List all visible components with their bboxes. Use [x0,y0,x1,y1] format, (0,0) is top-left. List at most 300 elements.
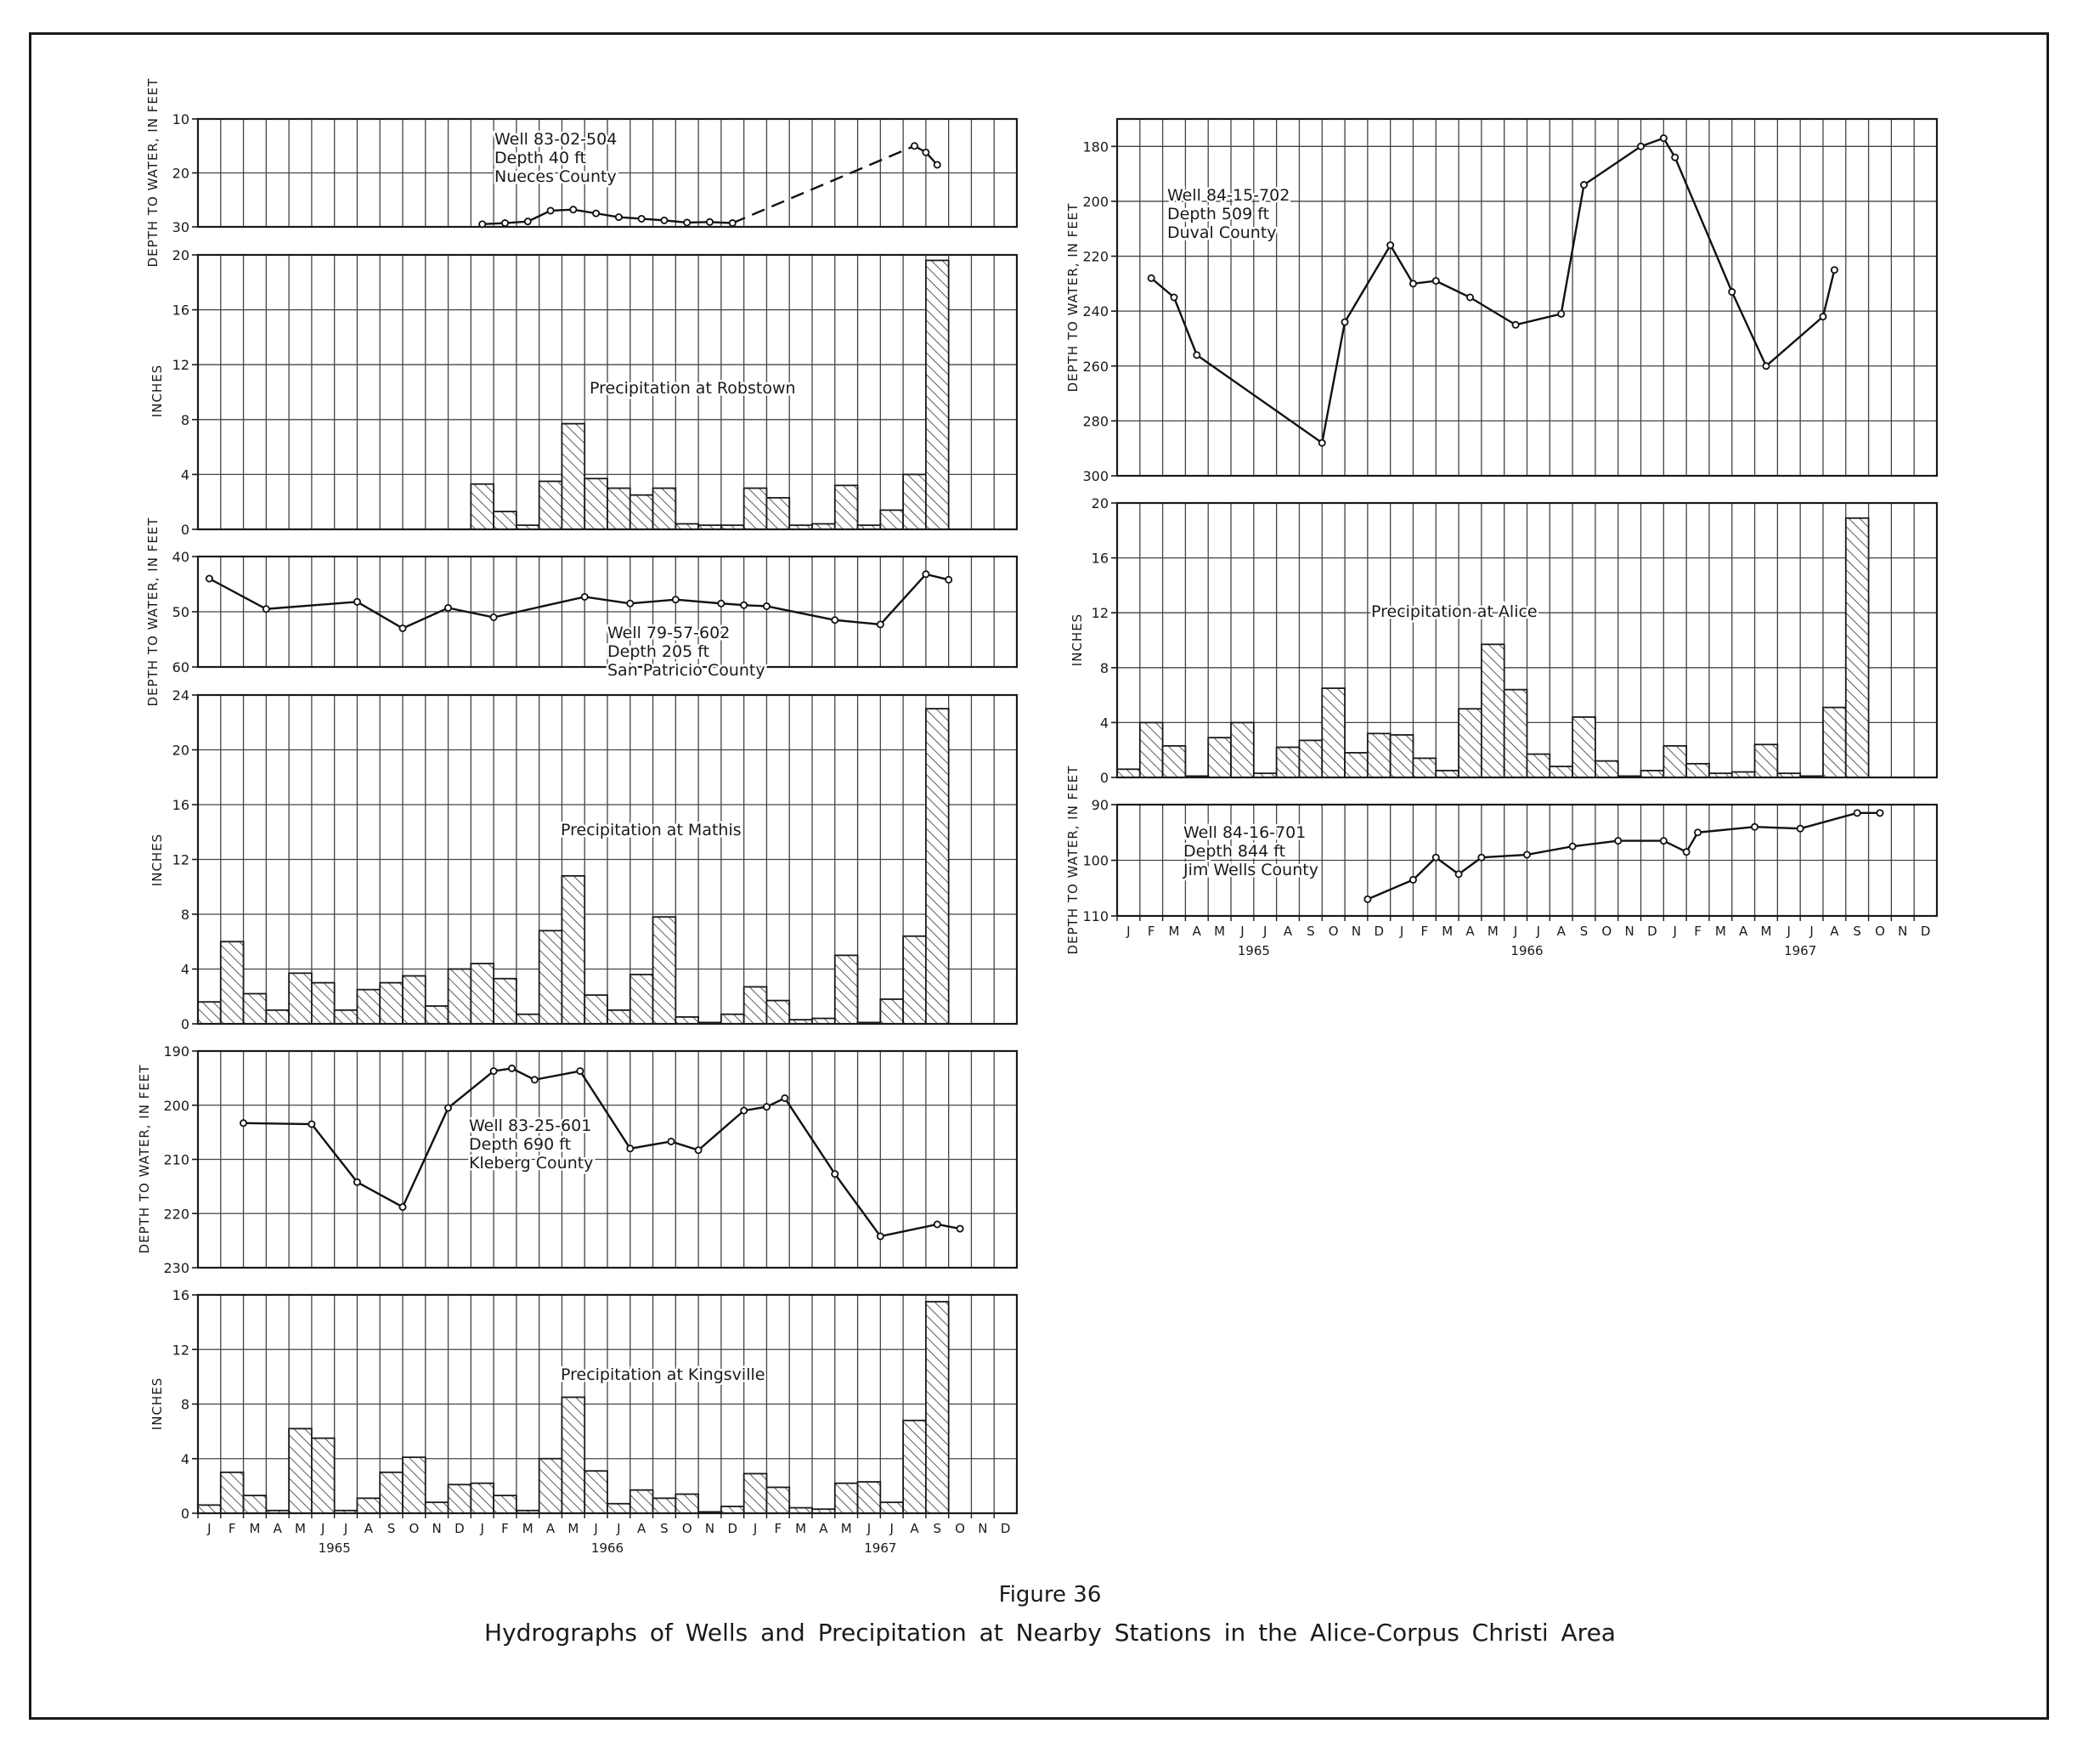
precip-bar [926,260,949,529]
measurement-point [1854,810,1860,816]
precip-bar [1345,753,1368,777]
measurement-point [639,216,645,222]
x-month-label: O [681,1521,692,1536]
y-tick-label: 190 [163,1043,189,1060]
measurement-point [354,1179,360,1185]
precip-bar [266,1010,289,1024]
x-month-label: D [1000,1521,1011,1536]
measurement-point [1433,278,1439,284]
measurement-point [764,1104,770,1110]
measurement-point [668,1139,674,1144]
y-tick-label: 30 [172,219,189,235]
precip-bar [607,1504,630,1513]
chart-right-3 [1065,766,1937,958]
precip-bar [380,983,403,1024]
precip-bar [289,973,312,1024]
y-tick-label: 230 [163,1260,189,1276]
well-annotation: Depth 844 ft [1183,842,1286,861]
precip-bar [471,964,494,1024]
x-month-label: A [1283,924,1293,939]
x-month-label: M [295,1521,306,1536]
precip-bar [471,1484,494,1513]
chart-panels [137,78,1937,1556]
precip-bar [426,1502,449,1513]
measurement-point [1638,144,1644,150]
x-year-label: 1966 [590,1540,624,1556]
precip-bar [289,1428,312,1513]
y-axis-label: DEPTH TO WATER, IN FEET [145,517,161,707]
precip-bar [584,1471,607,1513]
precip-bar [1846,518,1869,777]
precip-bar [221,941,244,1024]
measurement-point [1695,829,1701,835]
precip-bar [880,1502,903,1513]
x-month-label: N [1624,924,1634,939]
chart-left-1 [145,78,1017,268]
precip-bar [1277,747,1300,777]
precip-bar [312,983,335,1024]
x-month-label: M [1760,924,1772,939]
measurement-point [782,1095,788,1101]
measurement-point [1149,275,1154,281]
x-month-label: J [889,1521,894,1536]
measurement-point [1319,440,1325,446]
precip-bar [1117,769,1140,777]
precip-bar [449,1484,471,1513]
x-month-label: M [522,1521,533,1536]
precip-bar [880,510,903,529]
measurement-point [1387,242,1393,248]
y-tick-label: 16 [172,797,189,813]
measurement-point [1524,851,1530,857]
precip-bar [1686,764,1709,777]
measurement-point [923,150,929,155]
x-month-label: M [1714,924,1726,939]
measurement-point [206,575,212,581]
precip-bar [562,876,584,1024]
precip-bar [471,484,494,529]
x-month-label: J [1399,924,1404,939]
y-axis-label: DEPTH TO WATER, IN FEET [137,1064,152,1254]
measurement-point [593,211,599,217]
y-tick-label: 300 [1082,468,1109,484]
precip-bar [380,1472,403,1513]
x-month-label: S [1853,924,1861,939]
x-month-label: D [454,1521,465,1536]
measurement-point [308,1121,314,1127]
precip-bar [721,1506,744,1513]
x-month-label: A [364,1521,373,1536]
precip-bar [1322,688,1345,777]
x-month-label: D [1374,924,1385,939]
precip-bar [517,1014,539,1024]
precip-bar [880,999,903,1024]
precip-bar [1504,690,1527,777]
measurement-point [445,605,451,611]
precip-bar [403,976,426,1024]
well-annotation: Well 84-15-702 [1167,186,1290,205]
x-month-label: M [567,1521,579,1536]
x-year-label: 1965 [1237,943,1270,958]
y-tick-label: 16 [172,1287,189,1303]
y-tick-label: 12 [1091,605,1109,622]
precip-bar [221,1472,244,1513]
x-year-label: 1966 [1510,943,1544,958]
precip-bar [403,1457,426,1513]
precip-bar [653,1498,676,1513]
measurement-point [832,617,838,623]
precip-bar [1823,708,1846,777]
measurement-point [707,219,713,225]
figure-number: Figure 36 [998,1582,1102,1608]
measurement-point [1581,182,1587,188]
measurement-point [764,603,770,609]
y-tick-label: 8 [180,907,189,923]
measurement-point [1877,810,1883,816]
x-month-label: J [1809,924,1814,939]
x-month-label: S [387,1521,396,1536]
x-month-label: A [1192,924,1201,939]
precip-bar [335,1010,358,1024]
measurement-point [570,206,576,212]
chart-right-1 [1065,119,1937,484]
y-tick-label: 12 [172,357,189,374]
x-month-label: A [910,1521,919,1536]
well-annotation: Depth 40 ft [494,149,586,167]
precip-bar [539,1459,562,1513]
y-tick-label: 16 [172,302,189,319]
x-month-label: M [840,1521,852,1536]
y-tick-label: 90 [1091,797,1109,813]
measurement-point [491,614,497,620]
y-tick-label: 220 [1082,248,1109,265]
water-level-line [244,1068,961,1236]
y-tick-label: 12 [172,1342,189,1359]
precip-bar [1391,735,1414,777]
y-tick-label: 4 [180,961,189,978]
precip-bar [1231,722,1254,777]
measurement-point [741,1108,747,1114]
precip-bar [562,424,584,529]
x-month-label: J [1263,924,1267,939]
y-tick-label: 200 [163,1097,189,1114]
y-axis-label: INCHES [1070,613,1085,667]
x-month-label: J [617,1521,621,1536]
measurement-point [1820,314,1826,319]
x-month-label: A [1556,924,1566,939]
x-month-label: J [1536,924,1541,939]
x-year-label: 1965 [318,1540,351,1556]
measurement-point [832,1171,838,1177]
precip-bar [653,489,676,529]
x-month-label: D [1920,924,1931,939]
y-tick-label: 0 [180,522,189,538]
precip-bar [198,1002,221,1024]
measurement-point [1672,155,1678,161]
y-axis-label: INCHES [150,833,165,887]
x-month-label: D [1647,924,1657,939]
y-tick-label: 50 [172,604,189,620]
precip-bar [835,955,858,1024]
x-month-label: F [501,1521,509,1536]
precip-bar [1163,746,1186,777]
x-month-label: S [1307,924,1315,939]
measurement-point [1410,877,1416,883]
x-month-label: J [343,1521,348,1536]
precip-bar [357,1498,380,1513]
y-tick-label: 60 [172,659,189,675]
measurement-point [1615,838,1621,844]
precip-bar [494,1495,517,1513]
x-month-label: S [660,1521,669,1536]
precip-bar [744,986,767,1024]
precip-bar [312,1438,335,1513]
y-tick-label: 180 [1082,138,1109,155]
x-month-label: J [480,1521,484,1536]
x-month-label: N [978,1521,988,1536]
precip-bar [539,930,562,1024]
measurement-point [399,1204,405,1210]
x-month-label: O [955,1521,965,1536]
measurement-point [673,596,679,602]
measurement-point [240,1120,246,1126]
precip-bar [1368,733,1391,777]
x-month-label: A [1465,924,1475,939]
x-month-label: F [228,1521,236,1536]
precip-bar [1413,758,1436,777]
measurement-point [1433,855,1439,861]
x-month-label: A [637,1521,646,1536]
measurement-point [957,1226,962,1232]
well-annotation: Nueces County [494,167,617,186]
precip-bar [1482,644,1504,777]
x-month-label: N [1898,924,1908,939]
measurement-point [1558,311,1564,317]
precip-bar [744,1473,767,1513]
y-tick-label: 100 [1082,852,1109,869]
x-month-label: O [1875,924,1885,939]
well-annotation: Depth 690 ft [469,1135,572,1154]
precip-bar [607,1010,630,1024]
chart-left-2 [150,247,1017,538]
x-month-label: J [1126,924,1131,939]
measurement-point [934,161,940,167]
measurement-point [502,220,508,226]
well-annotation: Duval County [1167,223,1277,242]
measurement-point [577,1068,583,1074]
precip-bar [1663,746,1686,777]
measurement-point [1364,896,1370,902]
measurement-point [661,218,667,223]
precip-bar [1550,766,1572,777]
precip-bar [630,495,653,529]
x-month-label: O [1328,924,1339,939]
precip-bar [630,975,653,1024]
y-tick-label: 210 [163,1151,189,1168]
y-axis-label: DEPTH TO WATER, IN FEET [1065,202,1081,393]
measurement-point [399,625,405,631]
measurement-point [491,1068,497,1074]
measurement-point [934,1221,940,1227]
x-month-label: A [273,1521,282,1536]
y-tick-label: 24 [172,687,189,704]
measurement-point [582,594,588,600]
precip-bar [607,489,630,529]
x-month-label: F [1420,924,1429,939]
chart-left-6 [150,1287,1017,1556]
precip-bar [903,936,926,1024]
x-month-label: A [819,1521,828,1536]
measurement-point [1570,844,1576,850]
well-annotation: San Patricio County [607,661,765,680]
y-tick-label: 0 [180,1506,189,1522]
precip-bar [1459,709,1482,777]
y-tick-label: 20 [172,247,189,263]
y-tick-label: 20 [172,742,189,759]
measurement-point [1798,826,1804,832]
y-axis-label: DEPTH TO WATER, IN FEET [1065,765,1081,955]
x-month-label: J [207,1521,212,1536]
y-axis-label: INCHES [150,1376,165,1431]
well-annotation: Well 84-16-701 [1183,823,1307,842]
x-month-label: O [409,1521,420,1536]
x-month-label: J [1513,924,1518,939]
x-month-label: S [1579,924,1589,939]
x-month-label: M [1487,924,1499,939]
x-month-label: N [1351,924,1362,939]
precip-bar [494,979,517,1024]
y-tick-label: 280 [1082,413,1109,430]
x-month-label: J [1673,924,1677,939]
chart-right-2 [1070,495,1937,786]
x-month-label: J [321,1521,325,1536]
precip-bar [903,1421,926,1513]
measurement-point [718,601,724,607]
y-tick-label: 200 [1082,193,1109,210]
precip-bar [1299,740,1322,777]
measurement-point [547,207,553,213]
x-month-label: A [1830,924,1839,939]
precip-bar [1595,761,1618,777]
measurement-point [741,602,747,608]
well-annotation: Well 83-02-504 [494,130,618,149]
precip-bar [1572,717,1595,777]
x-month-label: J [867,1521,872,1536]
x-month-label: F [1694,924,1702,939]
y-axis-label: DEPTH TO WATER, IN FEET [145,77,161,268]
x-month-label: S [933,1521,942,1536]
x-month-label: N [432,1521,442,1536]
y-tick-label: 20 [1091,495,1109,511]
measurement-point [1763,363,1769,369]
panel-title: Precipitation at Mathis [561,821,742,839]
precip-bar [244,994,267,1024]
chart-left-3 [145,517,1017,707]
precip-bar [766,1487,789,1513]
measurement-point [616,214,622,220]
well-annotation: Kleberg County [469,1154,594,1173]
precip-bar [926,1302,949,1513]
y-tick-label: 10 [172,111,189,127]
measurement-point [263,606,269,612]
y-tick-label: 8 [180,411,189,428]
measurement-point [509,1065,515,1071]
x-month-label: J [594,1521,598,1536]
well-annotation: Depth 205 ft [607,642,710,661]
y-tick-label: 260 [1082,358,1109,375]
y-tick-label: 8 [180,1396,189,1413]
water-level-estimated-line [732,146,914,223]
precip-bar [630,1490,653,1513]
y-tick-label: 16 [1091,550,1109,567]
x-month-label: J [1240,924,1245,939]
precip-bar [357,990,380,1024]
measurement-point [684,219,690,225]
measurement-point [912,143,917,149]
precip-bar [926,709,949,1024]
precip-bar [903,474,926,529]
y-tick-label: 40 [172,549,189,565]
precip-bar [198,1505,221,1513]
x-month-label: D [727,1521,738,1536]
precip-bar [449,969,471,1025]
precip-bar [675,1017,698,1024]
precip-bar [426,1006,449,1024]
x-month-label: M [1214,924,1226,939]
y-tick-label: 220 [163,1206,189,1223]
x-month-label: M [1442,924,1454,939]
x-month-label: J [1787,924,1791,939]
y-tick-label: 4 [180,466,189,483]
well-annotation: Well 83-25-601 [469,1116,592,1135]
precip-bar [244,1495,267,1513]
x-month-label: O [1601,924,1612,939]
precip-bar [721,1014,744,1024]
measurement-point [1410,280,1416,286]
measurement-point [1171,294,1177,300]
y-tick-label: 4 [1099,715,1109,732]
measurement-point [354,599,360,605]
measurement-point [525,218,531,224]
chart-left-5 [137,1043,1017,1276]
measurement-point [923,571,929,577]
measurement-point [1752,824,1758,830]
measurement-point [532,1077,538,1082]
x-month-label: F [1147,924,1155,939]
measurement-point [1661,838,1667,844]
x-year-label: 1967 [1784,943,1817,958]
panel-title: Precipitation at Robstown [590,379,796,398]
y-tick-label: 20 [172,165,189,182]
measurement-point [479,221,485,227]
chart-left-4 [150,687,1017,1032]
x-month-label: N [704,1521,715,1536]
measurement-point [1729,289,1735,295]
precip-bar [1208,738,1231,777]
x-month-label: A [545,1521,556,1536]
precip-bar [766,498,789,529]
panel-title: Precipitation at Kingsville [561,1365,765,1384]
y-tick-label: 12 [172,851,189,868]
x-month-label: F [774,1521,782,1536]
y-tick-label: 0 [1099,770,1109,786]
precip-bar [494,511,517,529]
figure-title: Hydrographs of Wells and Precipitation at Nearby Stations in the Alice-Corpus Christi Area [484,1619,1616,1647]
precip-bar [675,1495,698,1513]
measurement-point [627,601,633,607]
precip-bar [835,485,858,529]
measurement-point [1341,319,1347,325]
